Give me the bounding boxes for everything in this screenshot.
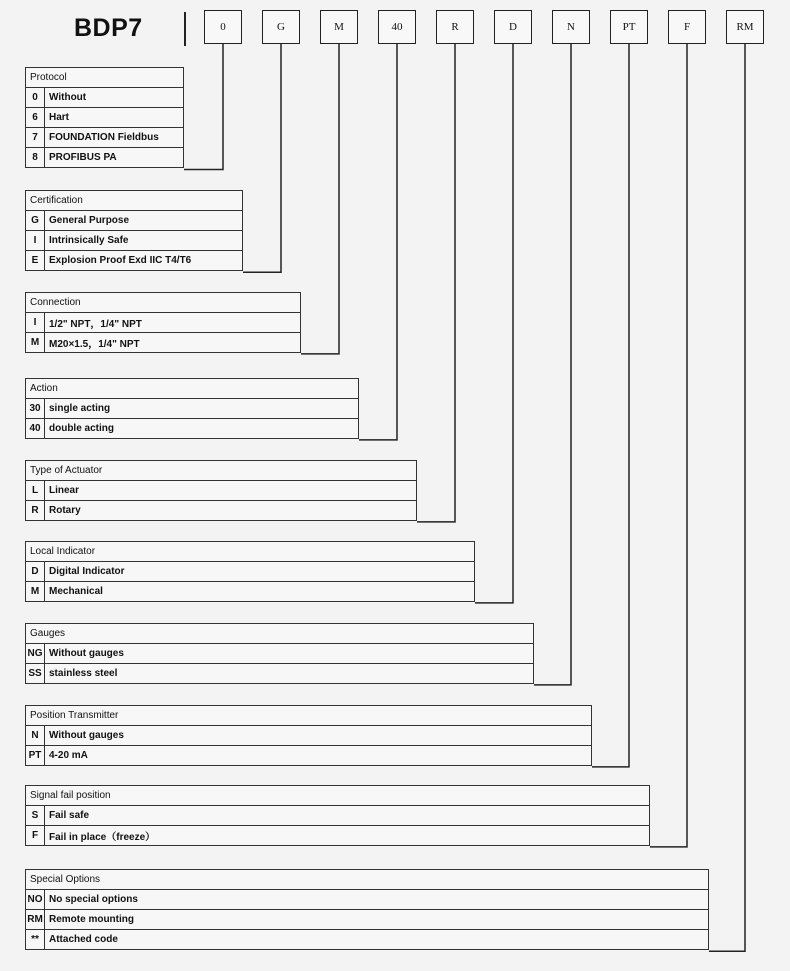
option-row [26, 148, 184, 168]
connector-line-2 [243, 44, 281, 272]
option-row [26, 333, 301, 353]
option-description: Without gauges [45, 726, 592, 746]
option-table-special-options [25, 869, 709, 950]
option-code: 7 [26, 128, 45, 148]
group-title: Type of Actuator [26, 461, 417, 481]
option-description: Hart [45, 108, 184, 128]
option-row [26, 930, 709, 950]
option-table-action [25, 378, 359, 439]
option-row [26, 746, 592, 766]
option-table-connection [25, 292, 301, 353]
option-description: No special options [45, 890, 709, 910]
option-table-type-of-actuator [25, 460, 417, 521]
group-title: Special Options [26, 870, 709, 890]
model-title: BDP7 [74, 14, 143, 42]
option-description: Without gauges [45, 644, 534, 664]
option-description: Rotary [45, 501, 417, 521]
option-description: General Purpose [45, 211, 243, 231]
title-separator [184, 12, 186, 46]
option-description: stainless steel [45, 664, 534, 684]
connector-line-4 [359, 44, 397, 440]
code-box-5: R [436, 10, 474, 44]
option-row [26, 890, 709, 910]
option-row [26, 399, 359, 419]
option-code: 40 [26, 419, 45, 439]
option-row [26, 211, 243, 231]
option-table-gauges [25, 623, 534, 684]
option-code: R [26, 501, 45, 521]
option-row [26, 313, 301, 333]
option-row [26, 501, 417, 521]
option-table-protocol [25, 67, 184, 168]
option-description: 4-20 mA [45, 746, 592, 766]
option-description: M20×1.5，1/4" NPT [45, 333, 301, 353]
option-row [26, 88, 184, 108]
option-description: FOUNDATION Fieldbus [45, 128, 184, 148]
option-code: I [26, 231, 45, 251]
option-row [26, 664, 534, 684]
option-description: Fail in place（freeze） [45, 826, 650, 846]
code-box-9: F [668, 10, 706, 44]
option-row [26, 826, 650, 846]
option-row [26, 562, 475, 582]
option-row [26, 128, 184, 148]
option-code: 0 [26, 88, 45, 108]
option-row [26, 806, 650, 826]
group-title: Gauges [26, 624, 534, 644]
option-code: 8 [26, 148, 45, 168]
option-code: G [26, 211, 45, 231]
connector-line-1 [184, 44, 223, 170]
option-description: Fail safe [45, 806, 650, 826]
code-box-4: 40 [378, 10, 416, 44]
code-box-1: 0 [204, 10, 242, 44]
option-description: 1/2" NPT，1/4" NPT [45, 313, 301, 333]
connector-line-8 [592, 44, 629, 767]
option-code: 30 [26, 399, 45, 419]
option-description: double acting [45, 419, 359, 439]
option-code: F [26, 826, 45, 846]
connector-line-9 [650, 44, 687, 847]
option-table-local-indicator [25, 541, 475, 602]
option-code: ** [26, 930, 45, 950]
option-code: NG [26, 644, 45, 664]
option-code: NO [26, 890, 45, 910]
code-box-7: N [552, 10, 590, 44]
option-table-position-transmitter [25, 705, 592, 766]
option-code: SS [26, 664, 45, 684]
option-description: Mechanical [45, 582, 475, 602]
group-title: Position Transmitter [26, 706, 592, 726]
connector-line-6 [475, 44, 513, 603]
code-box-8: PT [610, 10, 648, 44]
option-code: D [26, 562, 45, 582]
connector-line-5 [417, 44, 455, 522]
option-code: RM [26, 910, 45, 930]
option-table-certification [25, 190, 243, 271]
connector-line-7 [534, 44, 571, 685]
option-row [26, 726, 592, 746]
option-code: PT [26, 746, 45, 766]
group-title: Signal fail position [26, 786, 650, 806]
option-description: Linear [45, 481, 417, 501]
group-title: Action [26, 379, 359, 399]
option-description: PROFIBUS PA [45, 148, 184, 168]
option-description: Remote mounting [45, 910, 709, 930]
option-row [26, 108, 184, 128]
option-code: M [26, 333, 45, 353]
option-code: 6 [26, 108, 45, 128]
group-title: Protocol [26, 68, 184, 88]
option-code: S [26, 806, 45, 826]
option-code: L [26, 481, 45, 501]
connector-line-3 [301, 44, 339, 354]
option-row [26, 644, 534, 664]
option-code: I [26, 313, 45, 333]
code-box-10: RM [726, 10, 764, 44]
option-description: Digital Indicator [45, 562, 475, 582]
group-title: Connection [26, 293, 301, 313]
code-box-2: G [262, 10, 300, 44]
option-description: Without [45, 88, 184, 108]
group-title: Local Indicator [26, 542, 475, 562]
option-description: Intrinsically Safe [45, 231, 243, 251]
connector-line-10 [709, 44, 745, 951]
option-code: N [26, 726, 45, 746]
option-description: single acting [45, 399, 359, 419]
code-box-6: D [494, 10, 532, 44]
option-row [26, 910, 709, 930]
option-code: E [26, 251, 45, 271]
option-description: Attached code [45, 930, 709, 950]
code-box-3: M [320, 10, 358, 44]
option-code: M [26, 582, 45, 602]
option-table-signal-fail-position [25, 785, 650, 846]
option-row [26, 582, 475, 602]
option-row [26, 251, 243, 271]
group-title: Certification [26, 191, 243, 211]
option-description: Explosion Proof Exd IIC T4/T6 [45, 251, 243, 271]
option-row [26, 231, 243, 251]
option-row [26, 419, 359, 439]
option-row [26, 481, 417, 501]
